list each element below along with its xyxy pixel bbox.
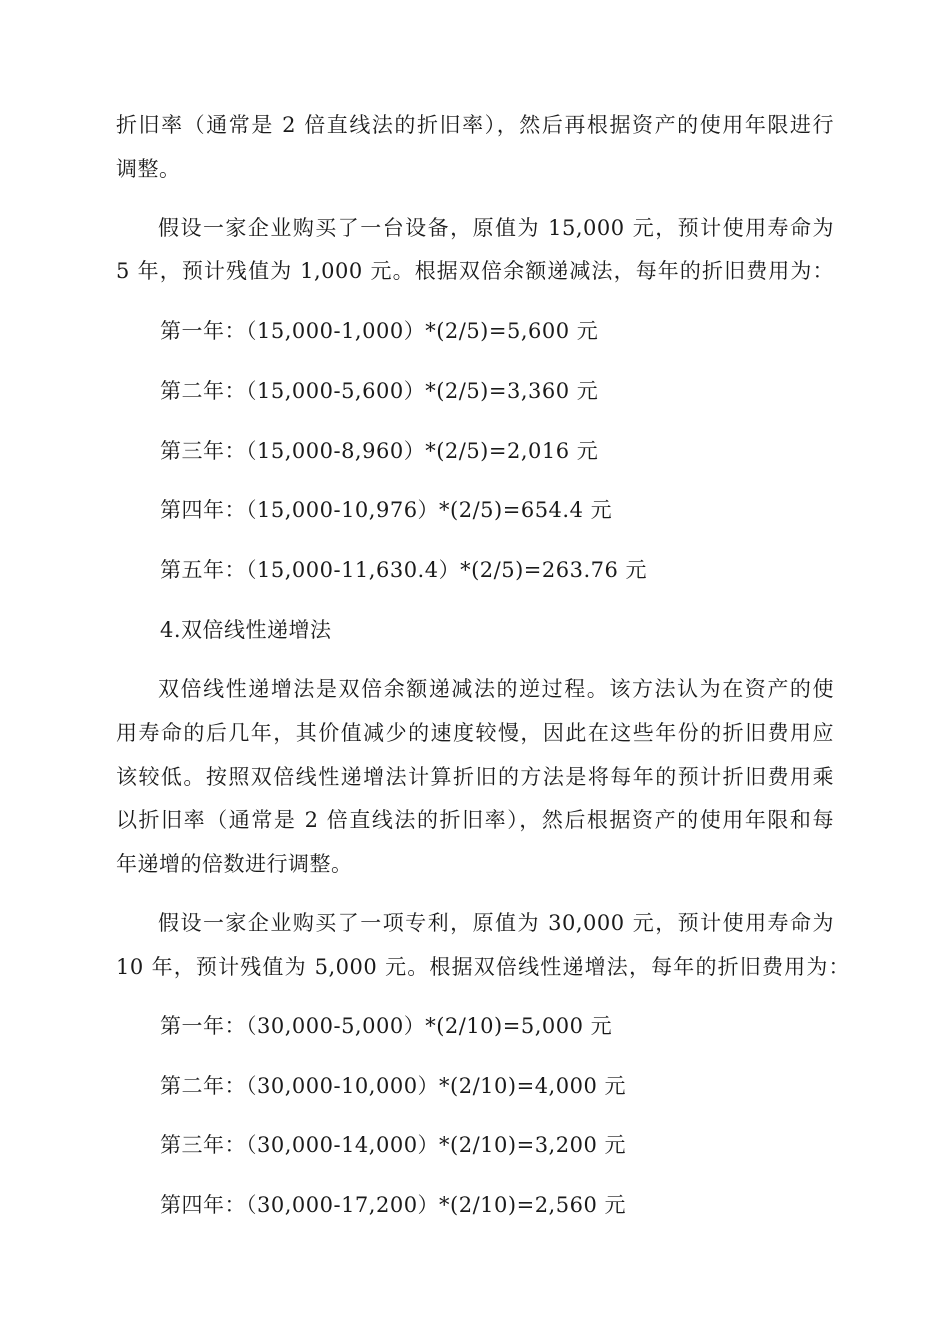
calc-line: 第一年：（30,000-5,000）*(2/10)=5,000 元 [160, 1014, 613, 1038]
paragraph-line: 双倍线性递增法是双倍余额递减法的逆过程。该方法认为在资产的使 [158, 677, 834, 701]
section-heading: 4.双倍线性递增法 [160, 618, 332, 642]
paragraph-line: 假设一家企业购买了一项专利，原值为 30,000 元，预计使用寿命为 [158, 911, 834, 935]
calc-line: 第五年：（15,000-11,630.4）*(2/5)=263.76 元 [160, 558, 648, 582]
paragraph-line: 该较低。按照双倍线性递增法计算折旧的方法是将每年的预计折旧费用乘 [116, 765, 834, 789]
calc-line: 第二年：（30,000-10,000）*(2/10)=4,000 元 [160, 1074, 626, 1098]
paragraph-line: 5 年，预计残值为 1,000 元。根据双倍余额递减法，每年的折旧费用为： [116, 259, 834, 283]
paragraph-line: 以折旧率（通常是 2 倍直线法的折旧率），然后根据资产的使用年限和每 [116, 808, 834, 832]
calc-line: 第四年：（30,000-17,200）*(2/10)=2,560 元 [160, 1193, 626, 1217]
paragraph-line: 10 年，预计残值为 5,000 元。根据双倍线性递增法，每年的折旧费用为： [116, 955, 850, 979]
calc-line: 第三年：（30,000-14,000）*(2/10)=3,200 元 [160, 1133, 626, 1157]
calc-line: 第一年：（15,000-1,000）*(2/5)=5,600 元 [160, 319, 599, 343]
calc-line: 第二年：（15,000-5,600）*(2/5)=3,360 元 [160, 379, 599, 403]
calc-line: 第三年：（15,000-8,960）*(2/5)=2,016 元 [160, 439, 599, 463]
calc-line: 第四年：（15,000-10,976）*(2/5)=654.4 元 [160, 498, 613, 522]
paragraph-line: 用寿命的后几年，其价值减少的速度较慢，因此在这些年份的折旧费用应 [116, 721, 834, 745]
paragraph-line: 调整。 [116, 157, 181, 181]
paragraph-line: 年递增的倍数进行调整。 [116, 852, 353, 876]
paragraph-line: 折旧率（通常是 2 倍直线法的折旧率），然后再根据资产的使用年限进行 [116, 113, 834, 137]
paragraph-line: 假设一家企业购买了一台设备，原值为 15,000 元，预计使用寿命为 [158, 216, 834, 240]
